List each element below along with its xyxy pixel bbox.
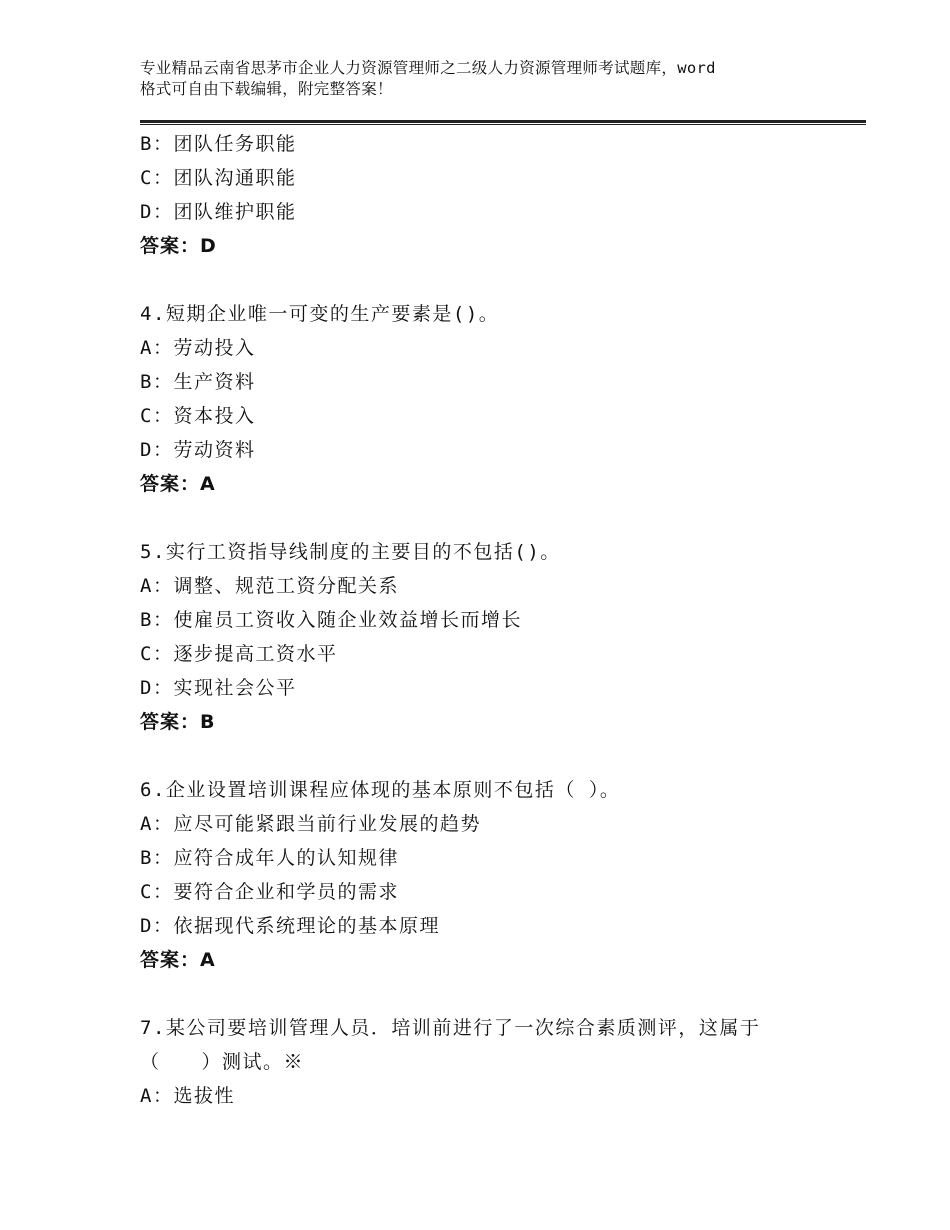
document-header: [140, 58, 840, 100]
header-title-line-1: 专业精品云南省思茅市企业人力资源管理师之二级人力资源管理师考试题库，word: [140, 59, 716, 77]
answer-label: 答案：A: [140, 473, 216, 495]
option-c: C：资本投入: [140, 405, 256, 427]
question-4: [140, 297, 840, 501]
option-d: D：团队维护职能: [140, 201, 297, 223]
option-d: D：依据现代系统理论的基本原理: [140, 915, 440, 937]
option-b: B：生产资料: [140, 371, 256, 393]
option-a: A：劳动投入: [140, 337, 256, 359]
option-d: D：劳动资料: [140, 439, 256, 461]
option-a: A：选拔性: [140, 1085, 235, 1107]
answer-label: 答案：B: [140, 711, 216, 733]
question-3: [140, 127, 840, 263]
option-a: A：调整、规范工资分配关系: [140, 575, 399, 597]
option-b: B：使雇员工资收入随企业效益增长而增长: [140, 609, 522, 631]
option-c: C：要符合企业和学员的需求: [140, 881, 399, 903]
question-text: 5.实行工资指导线制度的主要目的不包括()。: [140, 541, 561, 563]
question-5: [140, 535, 840, 739]
answer-label: 答案：A: [140, 949, 216, 971]
option-a: A：应尽可能紧跟当前行业发展的趋势: [140, 813, 481, 835]
question-6: [140, 773, 840, 977]
header-title-line-2: 格式可自由下载编辑，附完整答案！: [140, 80, 393, 98]
option-d: D：实现社会公平: [140, 677, 297, 699]
question-text-line-1: 7.某公司要培训管理人员．培训前进行了一次综合素质测评，这属于: [140, 1017, 761, 1039]
option-b: B：应符合成年人的认知规律: [140, 847, 399, 869]
question-text: 6.企业设置培训课程应体现的基本原则不包括（ ）。: [140, 779, 621, 801]
question-text-line-2: （ ）测试。※: [140, 1051, 305, 1073]
option-c: C：团队沟通职能: [140, 167, 297, 189]
option-c: C：逐步提高工资水平: [140, 643, 338, 665]
question-text: 4.短期企业唯一可变的生产要素是()。: [140, 303, 500, 325]
option-b: B：团队任务职能: [140, 133, 297, 155]
question-list: [140, 127, 840, 1113]
header-divider: [140, 120, 866, 126]
answer-label: 答案：D: [140, 235, 217, 257]
question-7: [140, 1011, 840, 1113]
